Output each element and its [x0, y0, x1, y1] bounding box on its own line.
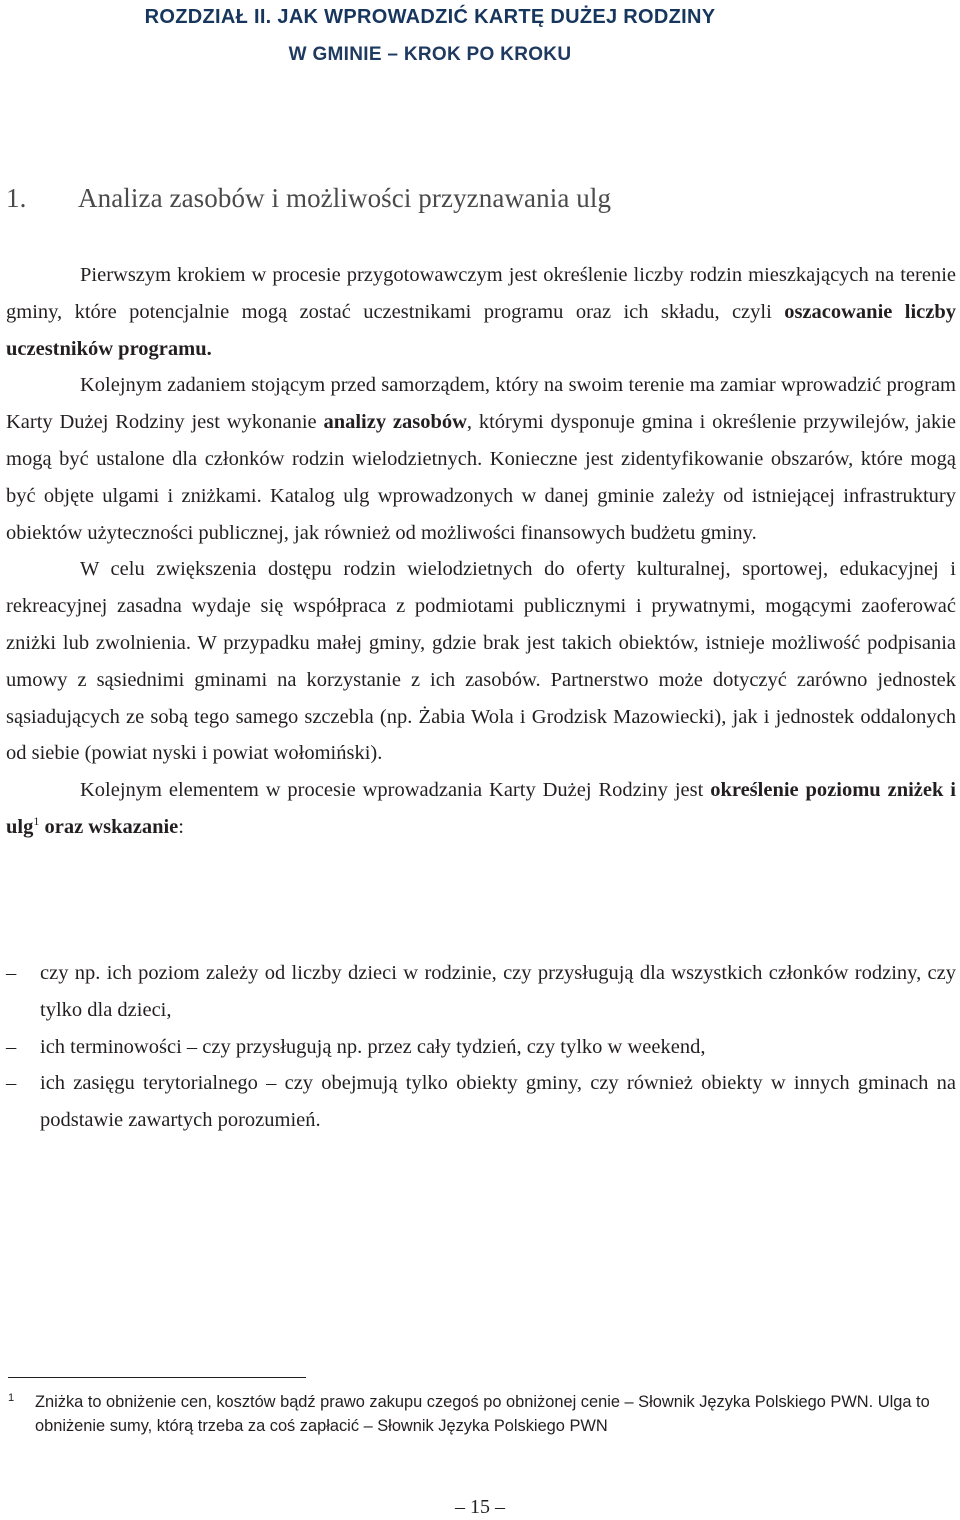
chapter-label: ROZDZIAŁ II.	[144, 6, 272, 28]
footnote-separator	[8, 1377, 306, 1378]
section-heading	[6, 183, 611, 214]
list-item-text: ich terminowości – czy przysługują np. przez cały tydzień, czy tylko w weekend,	[40, 1035, 706, 1058]
body-text	[6, 257, 956, 846]
paragraph-3-text: W celu zwiększenia dostępu rodzin wielodzietnych do oferty kulturalnej, sportowej, edukacyjnej i rekreacyjnej zasadna wydaje się współpraca z podmiotami publicznymi i prywatnymi, mogącymi zaoferować zniżki lub zwolnienia. W przypadku małej gminy, gdzie brak jest takich obiektów, istnieje możliwość podpisania umowy z sąsiednimi gminami na korzystanie z ich zasobów. Partnerstwo może dotyczyć zarówno jednostek sąsiadujących ze sobą tego samego szczebla (np. Żabia Wola i Grodzisk Mazowiecki), jak i jednostek oddalonych od siebie (powiat nyski i powiat wołomiński).	[6, 558, 956, 765]
paragraph-4-bold-b: oraz wskazanie	[39, 815, 179, 838]
list-item-text: czy np. ich poziom zależy od liczby dzieci w rodzinie, czy przysługują dla wszystkich członków rodziny, czy tylko dla dzieci,	[40, 962, 956, 1021]
paragraph-1	[6, 257, 956, 367]
chapter-title-line-2: W GMINIE – KROK PO KROKU	[288, 44, 572, 65]
footnote-marker: 1	[8, 1392, 15, 1404]
paragraph-1-text: Pierwszym krokiem w procesie przygotowawczym jest określenie liczby rodzin mieszkających na terenie gminy, które potencjalnie mogą zostać uczestnikami programu oraz ich składu, czyli	[6, 264, 956, 323]
paragraph-4-colon: :	[178, 815, 184, 838]
chapter-title-line-1	[0, 6, 860, 29]
paragraph-1-bold: oszacowanie liczby uczestników programu.	[6, 300, 957, 360]
section-title: Analiza zasobów i możliwości przyznawania ulg	[78, 183, 612, 213]
paragraph-2	[6, 367, 956, 551]
list-item	[6, 955, 956, 1029]
paragraph-3	[6, 551, 956, 772]
footnote-reference[interactable]: 1	[33, 814, 40, 829]
page-number: – 15 –	[455, 1496, 505, 1518]
dash-bullet-icon: –	[6, 962, 17, 984]
paragraph-2-text-a: Kolejnym zadaniem stojącym przed samorządem, który na swoim terenie ma zamiar wprowadzić program Karty Dużej Rodziny jest wykonanie	[6, 374, 956, 434]
footnote	[8, 1390, 958, 1438]
paragraph-4-text-a: Kolejnym elementem w procesie wprowadzania Karty Dużej Rodziny jest	[80, 779, 711, 802]
list-item	[6, 1029, 956, 1066]
dash-bullet-icon: –	[6, 1072, 17, 1095]
section-number: 1.	[6, 183, 27, 213]
list-item-text: ich zasięgu terytorialnego – czy obejmują tylko obiekty gminy, czy również obiekty w innych gminach na podstawie zawartych porozumień.	[40, 1072, 956, 1132]
paragraph-2-text-c: , którymi dysponuje gmina i określenie przywilejów, jakie mogą być ustalone dla członków rodzin wielodzietnych. Konieczne jest zidentyfikowanie obszarów, które mogą być objęte ulgami i zniżkami. Katalog ulg wprowadzonych w danej gminie zależy od istniejącej infrastruktury obiektów użyteczności publicznej, jak również od możliwości finansowych budżetu gminy.	[6, 411, 956, 544]
chapter-title: JAK WPROWADZIĆ KARTĘ DUŻEJ RODZINY	[277, 6, 716, 28]
paragraph-4-bold-a: określenie poziomu zniżek i ulg	[6, 779, 956, 838]
list-item	[6, 1065, 956, 1139]
paragraph-2-bold: analizy zasobów	[323, 411, 467, 434]
dash-bullet-icon: –	[6, 1035, 17, 1058]
paragraph-4	[6, 772, 956, 846]
bullet-list	[6, 955, 956, 1139]
footnote-text: Zniżka to obniżenie cen, kosztów bądź prawo zakupu czegoś po obniżonej cenie – Słownik Języka Polskiego PWN. Ulga to obniżenie sumy, którą trzeba za coś zapłacić – Słownik Języka Polskiego PWN	[35, 1393, 930, 1435]
